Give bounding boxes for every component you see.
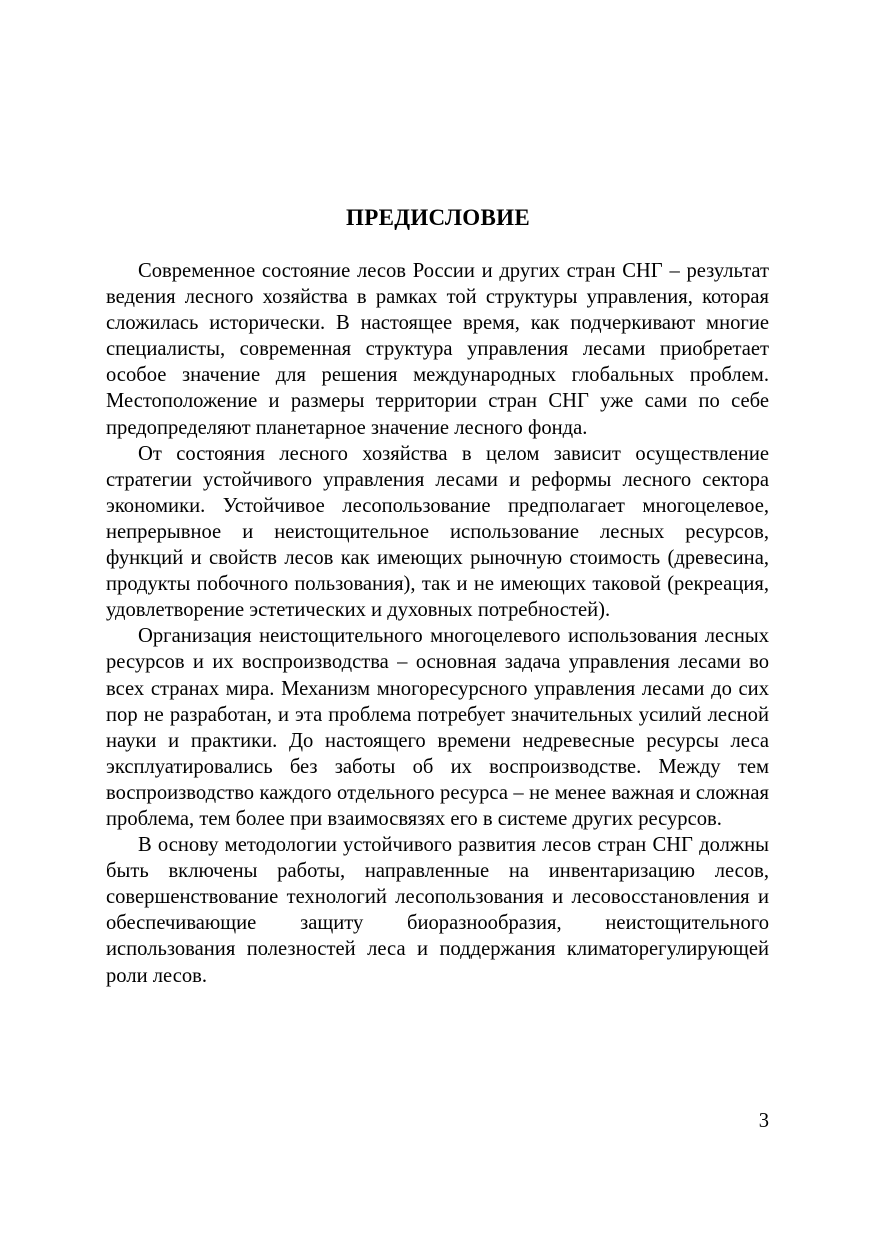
paragraph-3: Организация неистощительного многоцелевого использования лесных ресурсов и их воспроизводства – основная задача управления лесами во всех странах мира. Механизм многоресурсного управления лесами до сих пор не разработан, и эта проблема потребует значительных усилий лесной науки и практики. До настоящего времени недревесные ресурсы леса эксплуатировались без заботы об их воспроизводстве. Между тем воспроизводство каждого отдельного ресурса – не менее важная и сложная проблема, тем более при взаимосвязях его в системе других ресурсов. xyxy=(106,625,769,830)
page-title: ПРЕДИСЛОВИЕ xyxy=(346,205,530,230)
paragraph-1: Современное состояние лесов России и других стран СНГ – результат ведения лесного хозяйства в рамках той структуры управления, которая сложилась исторически. В настоящее время, как подчеркивают многие специалисты, современная структура управления лесами приобретает особое значение для решения международных глобальных проблем. Местоположение и размеры территории стран СНГ уже сами по себе предопределяют планетарное значение лесного фонда. xyxy=(106,260,769,439)
body-text xyxy=(106,258,769,989)
paragraph-2: От состояния лесного хозяйства в целом зависит осуществление стратегии устойчивого управления лесами и реформы лесного сектора экономики. Устойчивое лесопользование предполагает многоцелевое, непрерывное и неистощительное использование лесных ресурсов, функций и свойств лесов как имеющих рыночную стоимость (древесина, продукты побочного пользования), так и не имеющих таковой (рекреация, удовлетворение эстетических и духовных потребностей). xyxy=(106,442,769,622)
page-number: 3 xyxy=(758,1110,769,1132)
paragraph-4: В основу методологии устойчивого развития лесов стран СНГ должны быть включены работы, направленные на инвентаризацию лесов, совершенствование технологий лесопользования и лесовосстановления и обеспечивающие защиту биоразнообразия, неистощительного использования полезностей леса и поддержания климаторегулирующей роли лесов. xyxy=(106,834,769,987)
